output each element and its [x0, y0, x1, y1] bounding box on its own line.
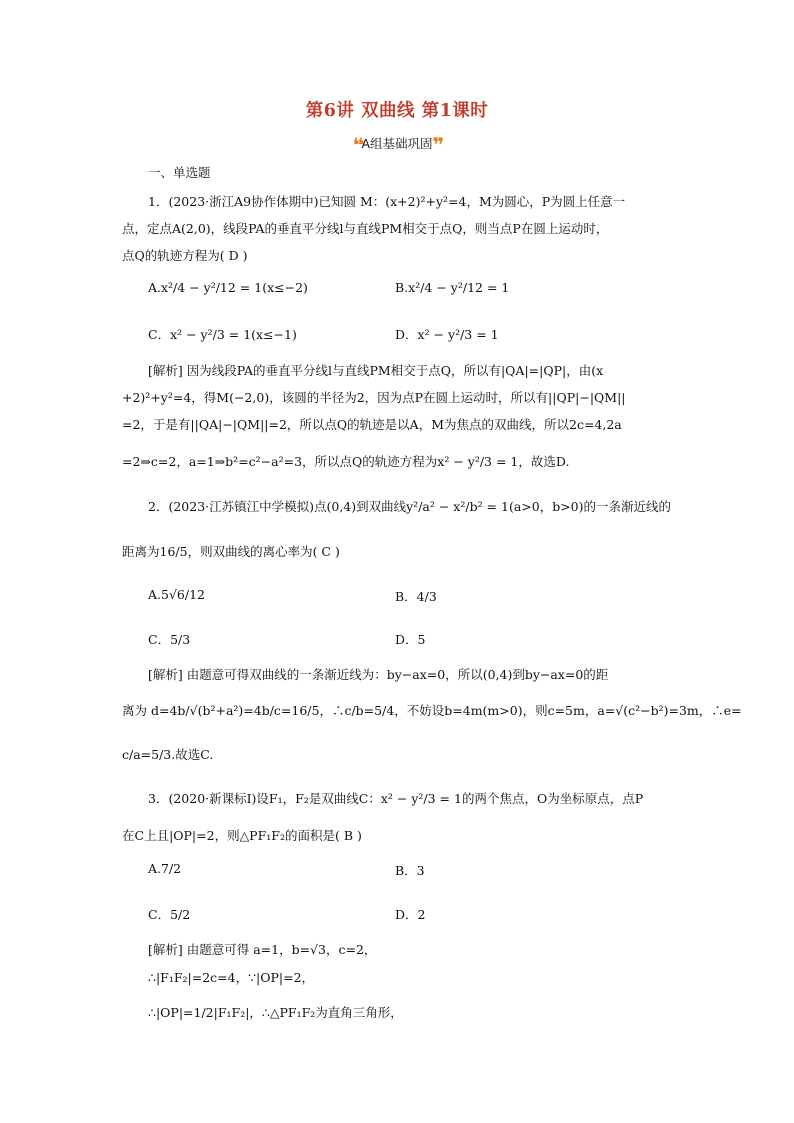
- q2-solution-line1: [解析] 由题意可得双曲线的一条渐近线为：by−ax=0，所以(0,4)到by−ax=0的距: [148, 667, 609, 682]
- close-quote-icon: ❞: [432, 133, 442, 157]
- group-label: A组基础巩固: [361, 136, 433, 151]
- section-heading: 一、单选题: [148, 165, 211, 180]
- q3-solution-line3: ∴|OP|=1/2|F₁F₂|，∴△PF₁F₂为直角三角形，: [148, 1005, 403, 1020]
- q1-option-d: D．x² − y²/3 = 1: [395, 327, 499, 342]
- q2-option-d: D．5: [395, 632, 426, 647]
- q3-solution-line2: ∴|F₁F₂|=2c=4，∵|OP|=2，: [148, 970, 315, 985]
- q2-stem-line1: 2．(2023·江苏镇江中学模拟)点(0,4)到双曲线y²/a² − x²/b² = 1(a>0，b>0)的一条渐近线的: [148, 499, 672, 514]
- q3-stem-line2: 在C上且|OP|=2，则△PF₁F₂的面积是( B ): [122, 828, 362, 843]
- q1-stem-line2: 点，定点A(2,0)，线段PA的垂直平分线l与直线PM相交于点Q，则当点P在圆上运动时，: [122, 221, 609, 236]
- q2-option-b: B．4/3: [395, 589, 437, 604]
- page-title: 第6讲 双曲线 第1课时: [305, 101, 489, 121]
- q1-option-a: A.x²/4 − y²/12 = 1(x≤−2): [148, 280, 308, 295]
- q1-option-b: B.x²/4 − y²/12 = 1: [395, 280, 510, 295]
- open-quote-icon: ❝: [352, 133, 362, 157]
- q1-solution-line3: =2，于是有||QA|−|QM||=2，所以点Q的轨迹是以A，M为焦点的双曲线，所以2c=4,2a: [122, 417, 622, 432]
- q2-stem-line2: 距离为16/5，则双曲线的离心率为( C ): [122, 544, 340, 559]
- q2-option-c: C．5/3: [148, 632, 191, 647]
- q1-solution-line4: =2⇒c=2，a=1⇒b²=c²−a²=3，所以点Q的轨迹方程为x² − y²/3 = 1，故选D.: [122, 454, 570, 469]
- q1-solution-line1: [解析] 因为线段PA的垂直平分线l与直线PM相交于点Q，所以有|QA|=|QP|，由(x: [148, 363, 604, 378]
- q2-option-a: A.5√6/12: [148, 587, 205, 602]
- q2-solution-line3: c/a=5/3.故选C.: [122, 747, 214, 762]
- q1-option-c: C．x² − y²/3 = 1(x≤−1): [148, 327, 297, 342]
- q3-solution-line1: [解析] 由题意可得 a=1，b=√3，c=2，: [148, 942, 377, 957]
- q1-stem-line1: 1．(2023·浙江A9协作体期中)已知圆 M：(x+2)²+y²=4，M为圆心，P为圆上任意一: [148, 194, 626, 209]
- group-header: [0, 133, 794, 157]
- q3-option-a: A.7/2: [148, 861, 182, 876]
- q1-stem-line3: 点Q的轨迹方程为( D ): [122, 248, 248, 263]
- q2-solution-line2: 离为 d=4b/√(b²+a²)=4b/c=16/5，∴c/b=5/4，不妨设b=4m(m>0)，则c=5m，a=√(c²−b²)=3m，∴e=: [122, 703, 742, 718]
- q3-option-b: B．3: [395, 863, 425, 878]
- q3-stem-line1: 3．(2020·新课标Ⅰ)设F₁，F₂是双曲线C：x² − y²/3 = 1的两个焦点，O为坐标原点，点P: [148, 791, 644, 806]
- q3-option-c: C．5/2: [148, 907, 191, 922]
- q3-option-d: D．2: [395, 907, 426, 922]
- q1-solution-line2: +2)²+y²=4，得M(−2,0)，该圆的半径为2，因为点P在圆上运动时，所以有||QP|−|QM||: [122, 390, 626, 405]
